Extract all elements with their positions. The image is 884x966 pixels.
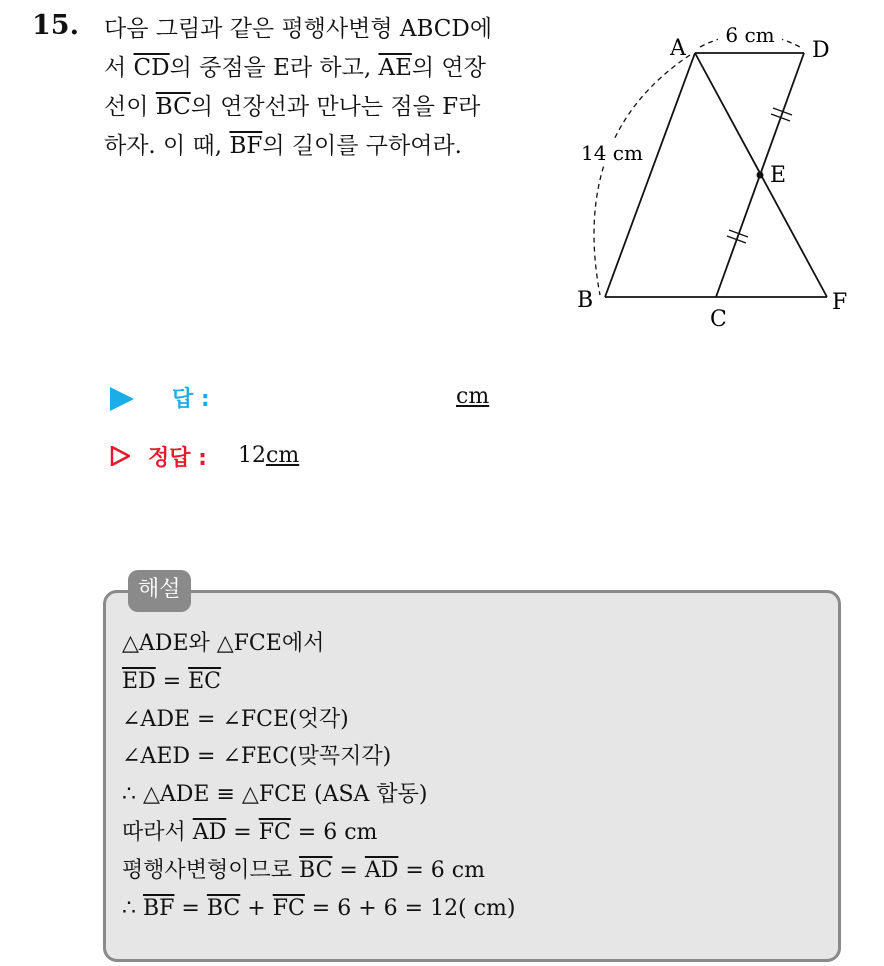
question-text: [104, 10, 559, 166]
play-triangle-icon: [110, 387, 134, 411]
label-e: E: [770, 163, 787, 188]
segment-ae: $\overline{AE}$: [378, 55, 412, 81]
parallelogram-figure: [560, 15, 860, 335]
label-a: A: [670, 36, 686, 61]
answer-label: 답 :: [172, 387, 210, 412]
label-c: C: [710, 307, 727, 332]
label-side-length: 14 cm: [581, 141, 643, 165]
outline-triangle-icon: [110, 446, 130, 466]
solution-line: ∠ADE = ∠FCE(엇각): [122, 706, 349, 732]
solution-line: △ADE와 △FCE에서: [122, 631, 325, 656]
correct-answer-label: 정답 :: [148, 446, 207, 471]
question-line: 하자. 이 때, $\overline{BF}$의 길이를 구하여라.: [104, 133, 462, 159]
solution-line: ∴ △ADE ≡ △FCE (ASA 합동): [122, 782, 428, 808]
question-line: 서 $\overline{CD}$의 중점을 E라 하고, $\overline{AE}$의 연장: [104, 55, 486, 81]
segment-cd: $\overline{CD}$: [133, 55, 170, 81]
question-number: 15.: [32, 10, 79, 41]
solution-line: $\overline{ED} = \overline{EC}$: [122, 668, 222, 694]
solution-line: 평행사변형이므로 $\overline{BC} = \overline{AD} = 6$ cm: [122, 857, 485, 883]
solution-line: 따라서 $\overline{AD} = \overline{FC} = 6$ cm: [122, 819, 378, 845]
segment-ab: [605, 53, 695, 297]
segment-bf: $\overline{BF}$: [229, 133, 263, 159]
point-e: [757, 172, 764, 179]
question-line: 다음 그림과 같은 평행사변형 ABCD에: [104, 16, 493, 42]
solution-line: ∠AED = ∠FEC(맞꼭지각): [122, 744, 392, 770]
correct-answer-value: 12cm: [238, 443, 300, 468]
question-line: 선이 $\overline{BC}$의 연장선과 만나는 점을 F라: [104, 94, 481, 120]
segment-bc: $\overline{BC}$: [155, 94, 191, 120]
label-top-length: 6 cm: [725, 23, 775, 47]
answer-unit: cm: [456, 384, 490, 409]
label-b: B: [577, 288, 594, 313]
label-f: F: [832, 290, 848, 315]
dashed-arc-side: [594, 55, 690, 295]
label-d: D: [812, 38, 830, 63]
solution-tab: 해설: [128, 570, 191, 612]
solution-text: [122, 625, 515, 927]
solution-line: ∴ $\overline{BF} = \overline{BC} + \overline{FC} = 6 + 6 = 12$( cm): [122, 895, 516, 921]
